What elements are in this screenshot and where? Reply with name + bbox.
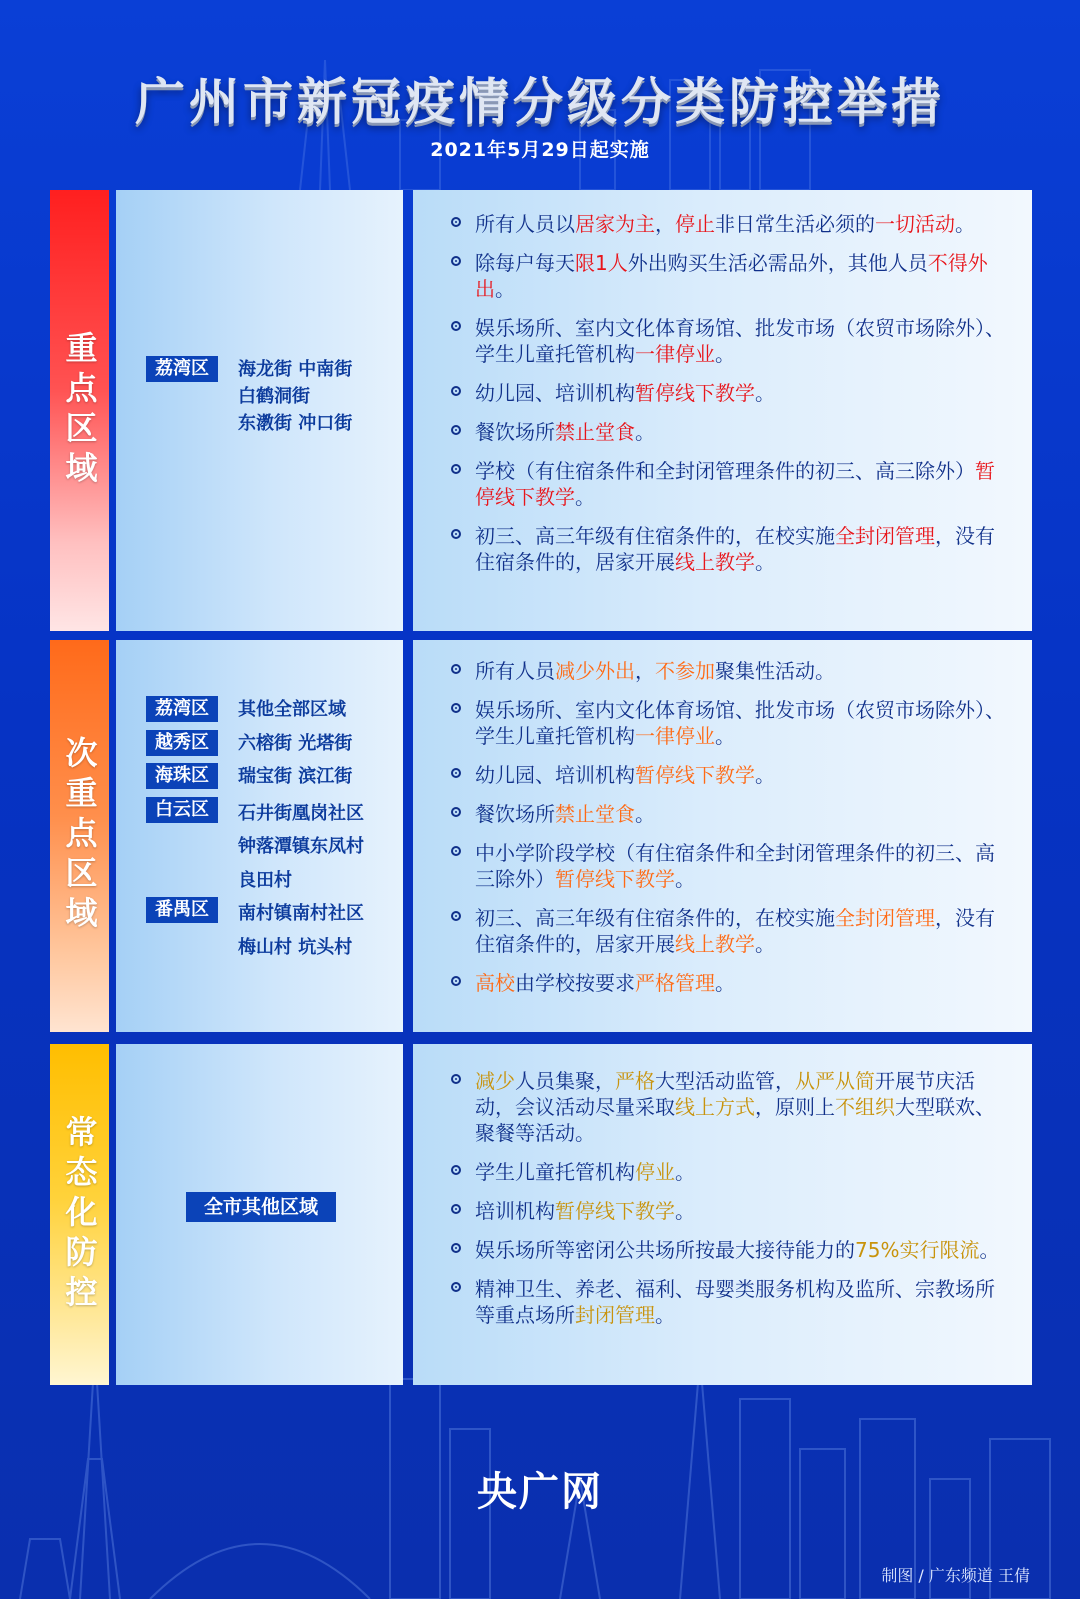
- measure-text: 。: [635, 420, 655, 444]
- section-label: 常态化防控: [60, 1114, 99, 1315]
- measure-text: 娱乐场所、室内文化体育场馆、批发市场（农贸市场除外）、学生儿童托管机构: [475, 698, 1005, 748]
- district-row: [146, 797, 364, 898]
- measure-item: [451, 801, 1010, 827]
- highlight-text: 减少外出: [555, 659, 635, 683]
- measure-item: [451, 419, 1010, 445]
- measure-text: 。: [655, 1303, 675, 1327]
- measure-text: 初三、高三年级有住宿条件的，在校实施: [475, 906, 835, 930]
- highlight-text: 封闭管理: [575, 1303, 655, 1327]
- measure-item: [451, 1159, 1010, 1185]
- highlight-text: 线上方式: [675, 1095, 755, 1119]
- highlight-text: 一切活动: [875, 212, 955, 236]
- measures-column: [413, 640, 1032, 1032]
- highlight-text: 一律停业: [635, 724, 715, 748]
- areas-column: [116, 190, 403, 631]
- highlight-text: 不参加: [655, 659, 715, 683]
- measure-text: 餐饮场所: [475, 802, 555, 826]
- measure-item: [451, 523, 1010, 575]
- measure-list: [451, 658, 1010, 1009]
- measure-text: 开展节庆活动，会议活动尽量采取: [475, 1069, 975, 1119]
- areas-column: [116, 1044, 403, 1385]
- bullet-icon: [451, 807, 461, 817]
- measure-text: 人员集聚，: [515, 1069, 615, 1093]
- measure-text: 。: [495, 277, 515, 301]
- highlight-text: 居家为主: [575, 212, 655, 236]
- credit-line: 制图 / 广东频道 王倩: [881, 1566, 1030, 1585]
- section-label-column: [50, 190, 109, 631]
- measure-text: ，没有住宿条件的，居家开展: [475, 524, 995, 574]
- section-label: 重点区域: [60, 330, 99, 491]
- bullet-icon: [451, 425, 461, 435]
- district-badge: 越秀区: [146, 730, 218, 756]
- highlight-text: 暂停线下教学: [555, 1199, 675, 1223]
- street-line: 梅山村 坑头村: [238, 936, 353, 958]
- district-streets: [238, 696, 346, 723]
- highlight-text: 严格管理: [635, 971, 715, 995]
- measure-text: 学校（有住宿条件和全封闭管理条件的初三、高三除外）: [475, 459, 975, 483]
- measure-text: 。: [715, 724, 735, 748]
- highlight-text: 线上教学: [675, 550, 755, 574]
- bullet-icon: [451, 1165, 461, 1175]
- measure-item: [451, 658, 1010, 684]
- measure-item: [451, 697, 1010, 749]
- measure-text: 所有人员以: [475, 212, 575, 236]
- measure-text: 非日常生活必须的: [715, 212, 875, 236]
- measure-text: 。: [575, 485, 595, 509]
- district-list: [146, 356, 352, 437]
- cnr-logo: 央广网: [477, 1469, 603, 1515]
- district-streets: [238, 763, 352, 790]
- measure-list: [451, 1068, 1010, 1341]
- bullet-icon: [451, 1243, 461, 1253]
- measures-column: [413, 1044, 1032, 1385]
- street-line: 良田村: [238, 869, 292, 891]
- measure-text: 初三、高三年级有住宿条件的，在校实施: [475, 524, 835, 548]
- bullet-icon: [451, 1204, 461, 1214]
- highlight-text: 一律停业: [635, 342, 715, 366]
- measure-text: 培训机构: [475, 1199, 555, 1223]
- highlight-text: 全封闭管理: [835, 524, 935, 548]
- measure-text: 除每户每天: [475, 251, 575, 275]
- section-label: 次重点区域: [60, 736, 99, 936]
- highlight-text: 减少: [475, 1069, 515, 1093]
- section-key-area: [50, 190, 1032, 631]
- highlight-text: 不组织: [835, 1095, 895, 1119]
- areas-column: [116, 640, 403, 1032]
- bullet-icon: [451, 703, 461, 713]
- bullet-icon: [451, 464, 461, 474]
- bullet-icon: [451, 768, 461, 778]
- measure-list: [451, 211, 1010, 588]
- street-line: 瑞宝街 滨江街: [238, 766, 353, 787]
- highlight-text: 线上教学: [675, 932, 755, 956]
- measure-item: [451, 1068, 1010, 1146]
- measure-text: 娱乐场所、室内文化体育场馆、批发市场（农贸市场除外）、学生儿童托管机构: [475, 316, 1005, 366]
- street-line: 海龙街 中南街: [238, 359, 353, 380]
- district-badge: 荔湾区: [146, 696, 218, 722]
- district-badge: 海珠区: [146, 763, 218, 789]
- street-line: 白鹤洞街: [238, 386, 310, 407]
- district-list: [146, 696, 364, 964]
- measure-item: [451, 1198, 1010, 1224]
- bullet-icon: [451, 664, 461, 674]
- highlight-text: 从严从简: [795, 1069, 875, 1093]
- section-label-column: [50, 1044, 109, 1385]
- section-label-column: [50, 640, 109, 1032]
- highlight-text: 暂停线下教学: [555, 867, 675, 891]
- measure-text: ，: [635, 659, 655, 683]
- measure-text: 学生儿童托管机构: [475, 1160, 635, 1184]
- highlight-text: 暂停线下教学: [475, 459, 995, 509]
- measure-text: 。: [755, 932, 775, 956]
- highlight-text: 暂停线下教学: [635, 381, 755, 405]
- measure-text: 。: [755, 381, 775, 405]
- street-line: 南村镇南村社区: [238, 903, 364, 924]
- street-line: 其他全部区域: [238, 699, 346, 720]
- section-secondary-area: [50, 640, 1032, 1032]
- highlight-text: 不得外出: [475, 251, 988, 301]
- measure-item: [451, 250, 1010, 302]
- measure-text: 。: [675, 867, 695, 891]
- measure-text: 所有人员: [475, 659, 555, 683]
- district-row: [146, 897, 364, 964]
- measure-item: [451, 458, 1010, 510]
- district-badge: 白云区: [146, 797, 218, 823]
- district-row: [146, 763, 364, 797]
- measure-text: 。: [955, 212, 975, 236]
- measure-text: 。: [675, 1160, 695, 1184]
- measures-column: [413, 190, 1032, 631]
- measure-text: 大型联欢、聚餐等活动。: [475, 1095, 995, 1145]
- bullet-icon: [451, 386, 461, 396]
- measure-item: [451, 1237, 1010, 1263]
- measure-text: 。: [715, 971, 735, 995]
- bullet-icon: [451, 976, 461, 986]
- district-badge: 番禺区: [146, 897, 218, 923]
- measure-item: [451, 762, 1010, 788]
- measure-text: 幼儿园、培训机构: [475, 381, 635, 405]
- bullet-icon: [451, 1282, 461, 1292]
- measure-text: 大型活动监管，: [655, 1069, 795, 1093]
- highlight-text: 全封闭管理: [835, 906, 935, 930]
- highlight-text: 高校: [475, 971, 515, 995]
- street-line: 东漖街 冲口街: [238, 413, 353, 434]
- district-streets: [238, 730, 352, 757]
- measure-text: 餐饮场所: [475, 420, 555, 444]
- measure-item: [451, 380, 1010, 406]
- measure-text: 幼儿园、培训机构: [475, 763, 635, 787]
- measure-item: [451, 840, 1010, 892]
- measure-text: 聚集性活动。: [715, 659, 835, 683]
- highlight-text: 禁止堂食: [555, 802, 635, 826]
- measure-text: 精神卫生、养老、福利、母婴类服务机构及监所、宗教场所等重点场所: [475, 1277, 995, 1327]
- highlight-text: 停业: [635, 1160, 675, 1184]
- section-routine-prevention: [50, 1044, 1032, 1385]
- highlight-text: 暂停线下教学: [635, 763, 755, 787]
- bullet-icon: [451, 911, 461, 921]
- district-streets: [238, 897, 364, 964]
- bullet-icon: [451, 1074, 461, 1084]
- district-badge: 荔湾区: [146, 356, 218, 382]
- district-streets: [238, 797, 364, 898]
- measure-item: [451, 211, 1010, 237]
- measure-item: [451, 905, 1010, 957]
- measure-text: 。: [755, 763, 775, 787]
- street-line: 石井街凰岗社区: [238, 802, 364, 824]
- page-title: 广州市新冠疫情分级分类防控举措: [135, 73, 945, 131]
- highlight-text: 禁止堂食: [555, 420, 635, 444]
- bullet-icon: [451, 321, 461, 331]
- page-subtitle: 2021年5月29日起实施: [430, 139, 650, 161]
- bullet-icon: [451, 846, 461, 856]
- measure-text: ，没有住宿条件的，居家开展: [475, 906, 995, 956]
- highlight-text: 严格: [615, 1069, 655, 1093]
- measure-item: [451, 1276, 1010, 1328]
- measure-text: ，: [655, 212, 675, 236]
- measure-text: ，原则上: [755, 1095, 835, 1119]
- measure-text: 。: [979, 1238, 1000, 1262]
- bullet-icon: [451, 217, 461, 227]
- bullet-icon: [451, 529, 461, 539]
- highlight-text: 限1人: [575, 251, 628, 275]
- highlight-text: 停止: [675, 212, 715, 236]
- measure-text: 。: [635, 802, 655, 826]
- district-badge: 全市其他区域: [186, 1192, 336, 1222]
- measure-item: [451, 970, 1010, 996]
- district-row: [146, 696, 364, 730]
- measure-text: 。: [755, 550, 775, 574]
- measure-text: 。: [675, 1199, 695, 1223]
- measure-text: 。: [715, 342, 735, 366]
- street-line: 钟落潭镇东凤村: [238, 836, 364, 857]
- district-row: [146, 356, 352, 437]
- measure-text: 由学校按要求: [515, 971, 635, 995]
- measure-text: 外出购买生活必需品外，其他人员: [627, 251, 928, 275]
- district-row: [146, 730, 364, 764]
- district-streets: [238, 356, 352, 437]
- bullet-icon: [451, 256, 461, 266]
- measure-text: 娱乐场所等密闭公共场所按最大接待能力的: [475, 1238, 855, 1262]
- measure-text: 中小学阶段学校（有住宿条件和全封闭管理条件的初三、高三除外）: [475, 841, 995, 891]
- street-line: 六榕街 光塔街: [238, 732, 353, 754]
- measure-item: [451, 315, 1010, 367]
- highlight-text: 75%实行限流: [855, 1238, 980, 1262]
